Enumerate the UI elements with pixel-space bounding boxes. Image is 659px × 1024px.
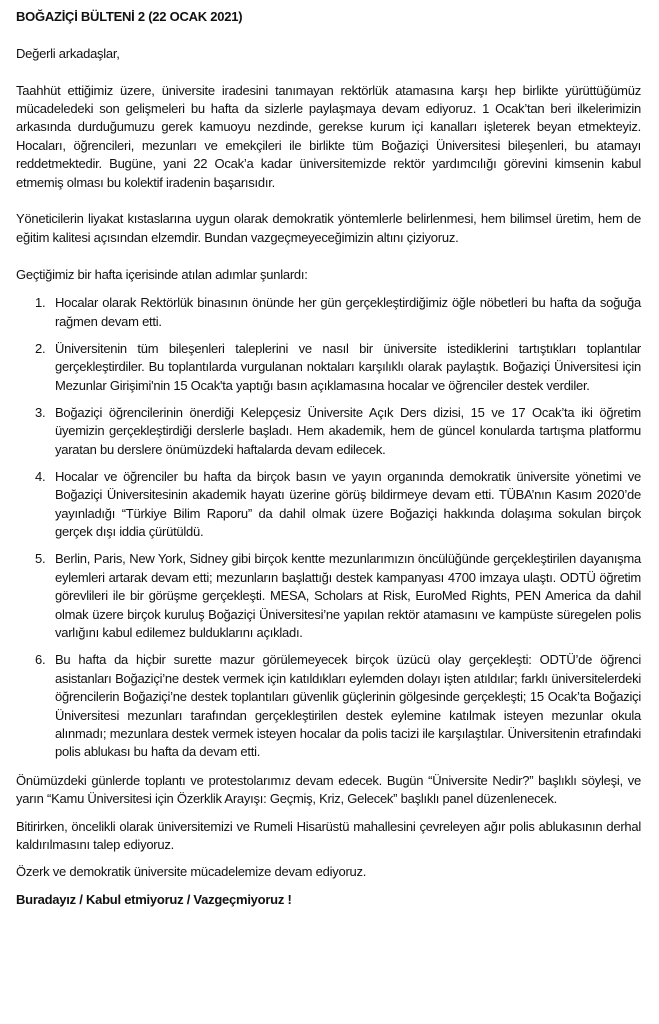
paragraph-intro: Taahhüt ettiğimiz üzere, üniversite iradesini tanımayan rektörlük atamasına karşı hep birlikte yürüttüğümüz mücadeledeki son gelişmeleri bu hafta da sizlerle paylaşmaya devam ediyoruz. 1 Ocak’tan beri ilkelerimizin arkasında durduğumuzu gerek kamuoyu nezdinde, gerekse kurum içi kanalları işleterek beyan etmekteyiz. Hocaları, öğrencileri, mezunları ve emekçileri ile birlikte tüm Boğaziçi Üniversitesi bileşenleri, bu atamayı reddetmektedir. Bugüne, yani 22 Ocak’a kadar üniversitemizde rektör yardımcılığı görevini kimsenin kabul etmemiş olması bu kolektif iradenin başarısıdır. <box>16 82 641 190</box>
paragraph-steps-lead: Geçtiğimiz bir hafta içerisinde atılan adımlar şunlardı: <box>16 266 308 282</box>
list-number: 5. <box>35 551 46 567</box>
paragraph-demand: Bitirirken, öncelikli olarak üniversitemizi ve Rumeli Hisarüstü mahallesini çevreleyen ağır polis ablukasının derhal kaldırılmasını talep ediyoruz. <box>16 818 641 852</box>
list-item <box>16 651 641 761</box>
list-number: 1. <box>35 295 46 311</box>
list-item <box>16 468 641 542</box>
document-title: BOĞAZİÇİ BÜLTENİ 2 (22 OCAK 2021) <box>16 9 243 24</box>
list-item <box>16 550 641 642</box>
paragraph-continue: Özerk ve demokratik üniversite mücadelemize devam ediyoruz. <box>16 864 367 880</box>
list-item <box>16 404 641 459</box>
list-number: 4. <box>35 469 46 485</box>
steps-list <box>16 294 641 761</box>
list-text: Hocalar ve öğrenciler bu hafta da birçok basın ve yayın organında demokratik üniversite yönetimi ve Boğaziçi Üniversitesinin akademik hayatı üzerine görüş bildirmeye devam etti. TÜBA’nın Kasım 2020’de yayınladığı “Türkiye Bilim Raporu” da dahil olmak üzere Boğaziçi hakkında dolaşıma sokulan birçok gerçek dışı iddia çürütüldü. <box>55 469 641 540</box>
list-text: Üniversitenin tüm bileşenleri taleplerini ve nasıl bir üniversite istediklerini tartıştıkları toplantılar gerçekleştirdiler. Bu toplantılarda vurgulanan noktaları karşılıklı olarak paylaştık. Boğaziçi Üniversitesi için Mezunlar Girişimi'nin 15 Ocak'ta yaptığı basın açıklamasına hocalar ve öğrenciler destek verdiler. <box>55 341 641 393</box>
list-item <box>16 294 641 331</box>
list-text: Berlin, Paris, New York, Sidney gibi birçok kentte mezunlarımızın öncülüğünde gerçekleştirilen dayanışma eylemleri artarak devam etti; mezunların başlattığı destek kampanyası 4700 imzaya ulaştı. ODTÜ öğretim görevlileri ile bir görüşme gerçekleşti. MESA, Scholars at Risk, EuroMed Rights, PEN America da dahil olmak üzere birçok kuruluş Boğaziçi Üniversitesi’ne yapılan rektör atamasını ve kampüste süregelen polis varlığını kabul edilemez bulduklarını açıkladı. <box>55 551 641 641</box>
list-text: Boğaziçi öğrencilerinin önerdiği Kelepçesiz Üniversite Açık Ders dizisi, 15 ve 17 Ocak’ta iki öğretim üyemizin gerçekleştirdiği derslerle başladı. Hem akademik, hem de güncel konularda tartışma platformu yaratan bu derslere önümüzdeki haftalarda devam edilecek. <box>55 405 641 457</box>
greeting: Değerli arkadaşlar, <box>16 45 120 61</box>
list-item <box>16 340 641 395</box>
list-number: 2. <box>35 341 46 357</box>
list-text: Bu hafta da hiçbir surette mazur görülemeyecek birçok üzücü olay gerçekleşti: ODTÜ’de öğrenci asistanları Boğaziçi’ne destek vermek için katıldıkları eylemden dolayı işten atıldılar; farklı üniversitelerdeki öğrencilerin Boğaziçi’ne destek toplantıları güvenlik güçlerinin gölgesinde gerçekleşti; 15 Ocak’ta Boğaziçi Üniversitesi mezunları tarafından gerçekleştirilen destek eylemine katılmak isteyen mezunlar okula alınmadı; mezunlara destek vermek isteyen hocalar da polis tacizi ile karşılaştılar. Üniversitenin etrafındaki polis ablukası bu hafta da devam etti. <box>55 652 641 760</box>
paragraph-merit: Yöneticilerin liyakat kıstaslarına uygun olarak demokratik yöntemlerle belirlenmesi, hem bilimsel üretim, hem de eğitim kalitesi açısından elzemdir. Bundan vazgeçmeyeceğimizin altını çiziyoruz. <box>16 211 641 245</box>
paragraph-upcoming: Önümüzdeki günlerde toplantı ve protestolarımız devam edecek. Bugün “Üniversite Nedir?” başlıklı söyleşi, ve yarın “Kamu Üniversitesi için Özerklik Arayışı: Geçmiş, Kriz, Gelecek” başlıklı panel düzenlenecek. <box>16 772 641 807</box>
closing-slogan: Buradayız / Kabul etmiyoruz / Vazgeçmiyoruz ! <box>16 891 292 907</box>
list-text: Hocalar olarak Rektörlük binasının önünde her gün gerçekleştirdiğimiz öğle nöbetleri bu hafta da soğuğa rağmen devam etti. <box>55 295 641 329</box>
list-number: 6. <box>35 652 46 668</box>
list-number: 3. <box>35 405 46 421</box>
